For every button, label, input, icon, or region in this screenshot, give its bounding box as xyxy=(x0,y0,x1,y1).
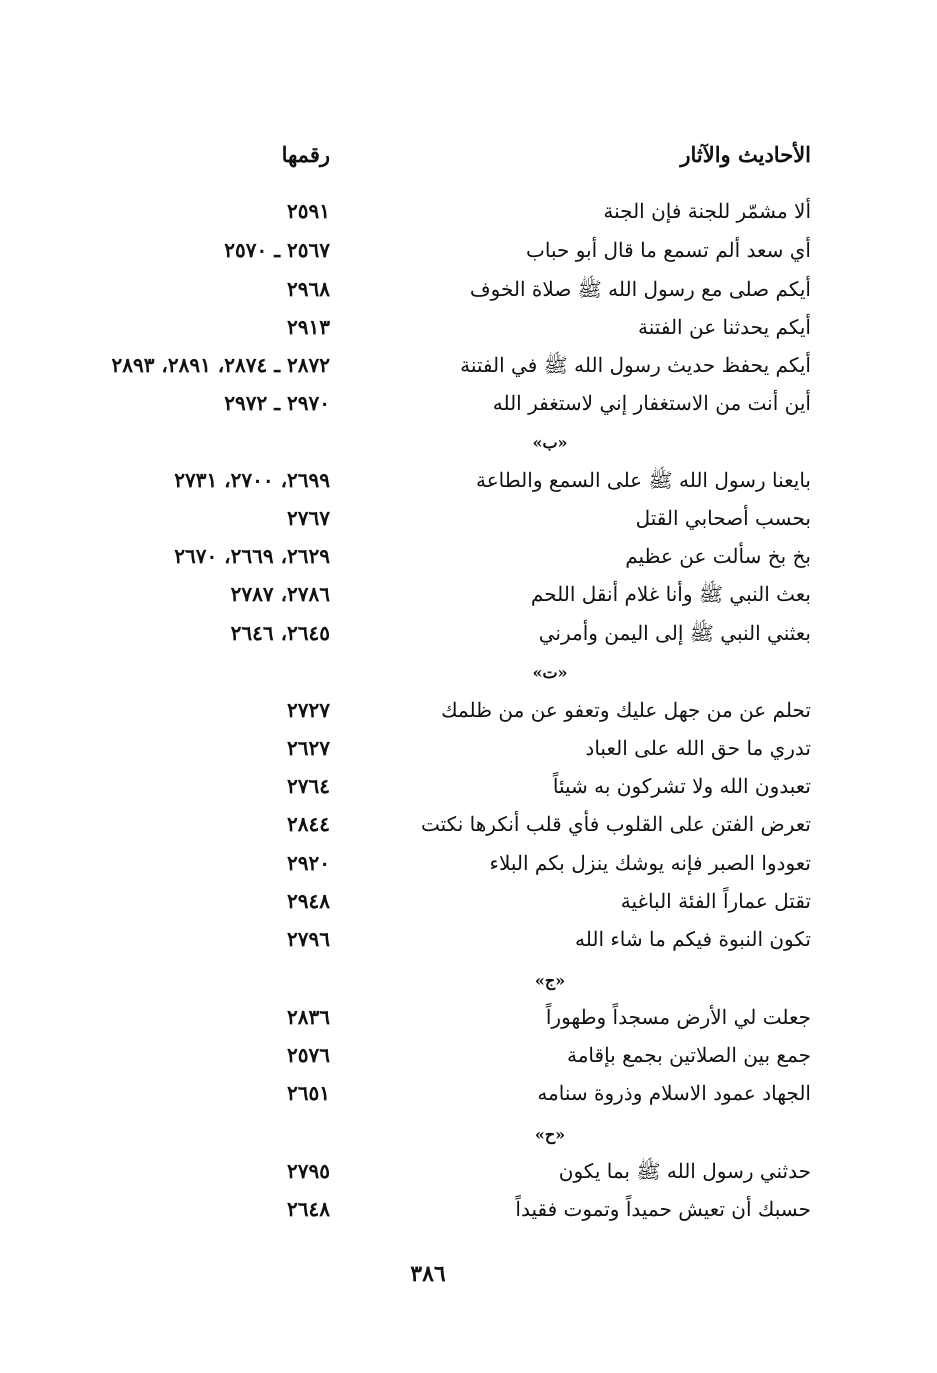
hadith-numbers: ٢٩١٣ xyxy=(287,315,330,339)
hadith-numbers: ٢٩٢٠ xyxy=(287,851,330,875)
index-entry xyxy=(0,347,937,383)
index-entry xyxy=(0,883,937,919)
hadith-numbers: ٢٧٦٤ xyxy=(287,774,330,798)
hadith-numbers: ٢٦٢٩، ٢٦٦٩، ٢٦٧٠ xyxy=(174,544,330,568)
hadith-text: بعثني النبي ﷺ إلى اليمن وأمرني xyxy=(538,621,811,645)
index-entry xyxy=(0,1153,937,1189)
hadith-numbers: ٢٨٣٦ xyxy=(287,1005,330,1029)
hadith-text: تعبدون الله ولا تشركون به شيئاً xyxy=(552,774,811,798)
index-entry xyxy=(0,232,937,268)
hadith-numbers: ٢٧٦٧ xyxy=(287,506,330,530)
index-entry xyxy=(0,500,937,536)
hadith-numbers: ٢٥٩١ xyxy=(287,199,330,223)
hadith-text: حسبك أن تعيش حميداً وتموت فقيداً xyxy=(515,1197,811,1221)
hadith-text: ألا مشمّر للجنة فإن الجنة xyxy=(603,199,811,223)
hadith-numbers: ٢٧٩٥ xyxy=(287,1159,330,1183)
index-entry xyxy=(0,615,937,651)
section-letter-ha: «ح» xyxy=(534,1125,566,1144)
hadith-text: الجهاد عمود الاسلام وذروة سنامه xyxy=(537,1081,811,1105)
header-numbers: رقمها xyxy=(281,142,330,167)
hadith-text: جعلت لي الأرض مسجداً وطهوراً xyxy=(545,1005,811,1029)
hadith-text: بحسب أصحابي القتل xyxy=(635,506,811,530)
index-entry xyxy=(0,806,937,842)
hadith-text: بخ بخ سألت عن عظيم xyxy=(625,544,811,568)
index-entry xyxy=(0,193,937,229)
hadith-numbers: ٢٥٧٦ xyxy=(287,1043,330,1067)
hadith-numbers: ٢٦٥١ xyxy=(287,1081,330,1105)
column-headers xyxy=(0,137,937,173)
hadith-text: أي سعد ألم تسمع ما قال أبو حباب xyxy=(526,238,811,262)
hadith-text: بعث النبي ﷺ وأنا غلام أنقل اللحم xyxy=(530,582,811,606)
hadith-text: تعرض الفتن على القلوب فأي قلب أنكرها نكتت xyxy=(421,812,811,836)
index-entry xyxy=(0,1037,937,1073)
index-entry xyxy=(0,999,937,1035)
hadith-text: تكون النبوة فيكم ما شاء الله xyxy=(575,927,811,951)
index-entry xyxy=(0,692,937,728)
hadith-text: حدثني رسول الله ﷺ بما يكون xyxy=(558,1159,811,1183)
hadith-text: أيكم صلى مع رسول الله ﷺ صلاة الخوف xyxy=(469,277,811,301)
hadith-numbers: ٢٩٧٠ ـ ٢٩٧٢ xyxy=(224,391,330,415)
hadith-numbers: ٢٥٦٧ ـ ٢٥٧٠ xyxy=(224,238,330,262)
hadith-numbers: ٢٦٢٧ xyxy=(287,736,330,760)
hadith-text: أيكم يحدثنا عن الفتنة xyxy=(638,315,811,339)
index-entry xyxy=(0,309,937,345)
index-entry xyxy=(0,921,937,957)
hadith-numbers: ٢٧٢٧ xyxy=(287,698,330,722)
index-entry xyxy=(0,1075,937,1111)
hadith-text: بايعنا رسول الله ﷺ على السمع والطاعة xyxy=(476,468,811,492)
index-entry xyxy=(0,538,937,574)
hadith-numbers: ٢٩٤٨ xyxy=(287,889,330,913)
index-entry xyxy=(0,1191,937,1227)
hadith-text: أين أنت من الاستغفار إني لاستغفر الله xyxy=(492,391,811,415)
section-letter-jim: «ج» xyxy=(534,971,566,990)
section-letter-ba: «ب» xyxy=(532,433,568,452)
index-entry xyxy=(0,845,937,881)
hadith-numbers: ٢٧٩٦ xyxy=(287,927,330,951)
hadith-text: تعودوا الصبر فإنه يوشك ينزل بكم البلاء xyxy=(489,851,811,875)
hadith-text: تقتل عماراً الفئة الباغية xyxy=(620,889,811,913)
index-entry xyxy=(0,271,937,307)
hadith-text: تحلم عن من جهل عليك وتعفو عن من ظلمك xyxy=(441,698,811,722)
hadith-text: أيكم يحفظ حديث رسول الله ﷺ في الفتنة xyxy=(460,353,811,377)
index-entry xyxy=(0,462,937,498)
hadith-numbers: ٢٦٤٨ xyxy=(287,1197,330,1221)
section-letter-ta: «ت» xyxy=(532,663,568,682)
hadith-numbers: ٢٨٤٤ xyxy=(287,812,330,836)
index-entry xyxy=(0,576,937,612)
hadith-numbers: ٢٦٤٥، ٢٦٤٦ xyxy=(230,621,330,645)
index-entry xyxy=(0,385,937,421)
hadith-text: جمع بين الصلاتين بجمع بإقامة xyxy=(566,1043,811,1067)
hadith-text: تدري ما حق الله على العباد xyxy=(585,736,811,760)
index-entry xyxy=(0,768,937,804)
hadith-numbers: ٢٧٨٦، ٢٧٨٧ xyxy=(230,582,330,606)
hadith-numbers: ٢٦٩٩، ٢٧٠٠، ٢٧٣١ xyxy=(174,468,330,492)
hadith-numbers: ٢٨٧٢ ـ ٢٨٧٤، ٢٨٩١، ٢٨٩٣ xyxy=(111,353,330,377)
page-number: ٣٨٦ xyxy=(410,1261,446,1287)
hadith-numbers: ٢٩٦٨ xyxy=(287,277,330,301)
index-entry xyxy=(0,730,937,766)
header-hadiths: الأحاديث والآثار xyxy=(680,142,811,167)
